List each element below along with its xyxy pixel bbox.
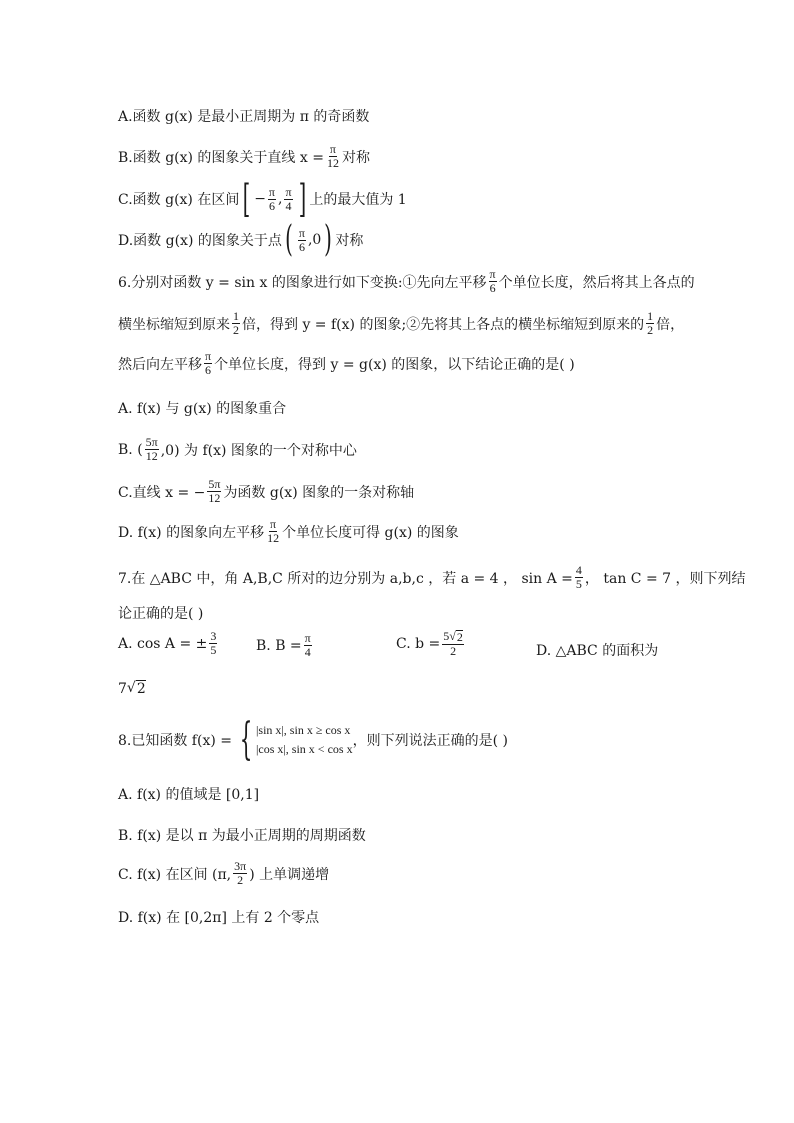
q6-option-c — [118, 478, 414, 505]
fraction: $\frac{5\pi}{12}$ — [145, 435, 158, 463]
q8-d-text: D. f(x) 在 [0,2π] 上有 2 个零点 — [118, 910, 320, 926]
fraction: $\frac{\pi}{4}$ — [285, 184, 292, 213]
q6-l3-post: 个单位长度，得到 y = g(x) 的图象，以下结论正确的是( ) — [214, 356, 575, 373]
q6-option-d — [118, 518, 459, 545]
q5-b-text: B.函数 g(x) 的图象关于直线 x = — [118, 149, 324, 166]
fraction: $\frac{\pi}{12}$ — [267, 517, 280, 545]
q6-d-post: 个单位长度可得 g(x) 的图象 — [282, 524, 459, 541]
q5-option-a — [118, 106, 369, 126]
q6-l1-text: 6.分别对函数 y = sin x 的图象进行如下变换:①先向左平移 — [118, 274, 487, 291]
sqrt: √ 2 — [126, 680, 146, 697]
q6-l1-post: 个单位长度，然后将其上各点的 — [498, 274, 695, 291]
q6-c-post: 为函数 g(x) 图象的一条对称轴 — [223, 484, 415, 501]
q7-b-text: B. B = — [256, 637, 302, 654]
q8-option-a — [118, 784, 259, 804]
q7-stem-line2 — [118, 603, 203, 623]
q7-a-text: A. cos A = ± — [118, 635, 208, 652]
q5-c-post: 上的最大值为 1 — [309, 192, 407, 208]
left-paren: ( — [285, 219, 293, 260]
q6-stem-line2 — [118, 310, 684, 337]
case-2: |cos x|, sin x < cos x — [256, 742, 353, 756]
q7-option-b — [256, 632, 314, 659]
q6-l2-post: 倍， — [656, 316, 685, 333]
q8-a-text: A. f(x) 的值域是 [0,1] — [118, 787, 260, 803]
q7-l1-text: 7.在 △ABC 中，角 A,B,C 所对的边分别为 a,b,c ，若 a = 4 ， sin A = — [118, 570, 573, 587]
q7-l1-post: ， tan C = 7 ，则下列结 — [584, 570, 746, 587]
q6-b-post: ,0) 为 f(x) 图象的一个对称中心 — [160, 442, 357, 459]
q8-c-post: ) 上单调递增 — [249, 866, 330, 883]
q6-stem-line3 — [118, 350, 575, 377]
q6-l3-text: 然后向左平移 — [118, 356, 202, 373]
q6-d-text: D. f(x) 的图象向左平移 — [118, 524, 265, 541]
q5-option-b — [118, 143, 370, 170]
q6-c-text: C.直线 x = − — [118, 484, 206, 501]
q5-c-text: C.函数 g(x) 在区间 — [118, 192, 240, 208]
q7-option-a — [118, 630, 219, 657]
q7-option-d — [536, 640, 658, 660]
fraction: $\frac{\pi}{6}$ — [268, 184, 275, 213]
fraction: $\frac{\pi}{6}$ — [298, 225, 305, 254]
q5-option-c: C.函数 g(x) 在区间 [ − $\frac{\pi}{6}$ , $\frac{\pi}{4}$ ] 上的最大值为 1 — [118, 177, 407, 221]
fraction: $\frac{3\pi}{2}$ — [234, 859, 247, 887]
q7-d-value-coef: 7 — [118, 680, 127, 697]
fraction: $\frac{\pi}{12}$ — [326, 142, 339, 170]
q5-d-post: 对称 — [335, 233, 364, 249]
left-brace: { — [239, 714, 253, 765]
fraction: $\frac{3}{5}$ — [210, 629, 217, 657]
left-bracket: [ — [243, 177, 251, 221]
fraction: $\frac{1}{2}$ — [233, 309, 239, 337]
piecewise-cases — [256, 721, 353, 759]
fraction: $\frac{\pi}{4}$ — [304, 631, 311, 659]
q5-option-d: D.函数 g(x) 的图象关于点 ( $\frac{\pi}{6}$ ,0 ) 对称 — [118, 219, 364, 260]
q8-b-text: B. f(x) 是以 π 为最小正周期的周期函数 — [118, 828, 366, 844]
q7-option-d-value — [118, 680, 146, 697]
fraction: $\frac{\pi}{6}$ — [205, 349, 212, 377]
q6-option-a — [118, 398, 286, 418]
q6-l2-mid: 倍，得到 y = f(x) 的图象;②先将其上各点的横坐标缩短到原来的 — [242, 316, 645, 333]
right-paren: ) — [324, 219, 333, 260]
q6-option-b — [118, 436, 357, 463]
q5-option-a-text: A.函数 g(x) 是最小正周期为 π 的奇函数 — [118, 109, 370, 125]
q8-c-text: C. f(x) 在区间 (π, — [118, 866, 232, 883]
q8-pre-text: 8.已知函数 f(x) = — [118, 733, 232, 749]
right-bracket: ] — [298, 177, 306, 221]
q6-a-text: A. f(x) 与 g(x) 的图象重合 — [118, 401, 287, 417]
q7-stem-line1 — [118, 564, 746, 591]
q8-option-d — [118, 907, 319, 927]
fraction: $\frac{4}{5}$ — [575, 563, 582, 591]
q6-stem-line1 — [118, 268, 695, 295]
fraction: $\frac{\pi}{6}$ — [489, 267, 496, 295]
q5-d-text: D.函数 g(x) 的图象关于点 — [118, 233, 282, 249]
q7-d-text: D. △ABC 的面积为 — [536, 643, 659, 659]
case-1: |sin x|, sin x ≥ cos x — [256, 723, 351, 737]
fraction: $\frac{1}{2}$ — [647, 309, 654, 337]
q8-option-c — [118, 860, 329, 887]
q7-l2-text: 论正确的是( ) — [118, 606, 204, 622]
q7-option-c — [396, 630, 466, 658]
q6-l2-text: 横坐标缩短到原来 — [118, 316, 230, 333]
q8-stem — [118, 714, 508, 765]
fraction: $\frac{5\pi}{12}$ — [208, 477, 221, 505]
fraction: 5 √ 2 2 — [443, 629, 463, 658]
q6-b-text: B. ( — [118, 441, 143, 458]
q8-post-text: ，则下列说法正确的是( ) — [352, 733, 508, 749]
q8-option-b — [118, 825, 366, 845]
q7-c-text: C. b = — [396, 636, 441, 652]
q5-b-post: 对称 — [341, 149, 370, 166]
